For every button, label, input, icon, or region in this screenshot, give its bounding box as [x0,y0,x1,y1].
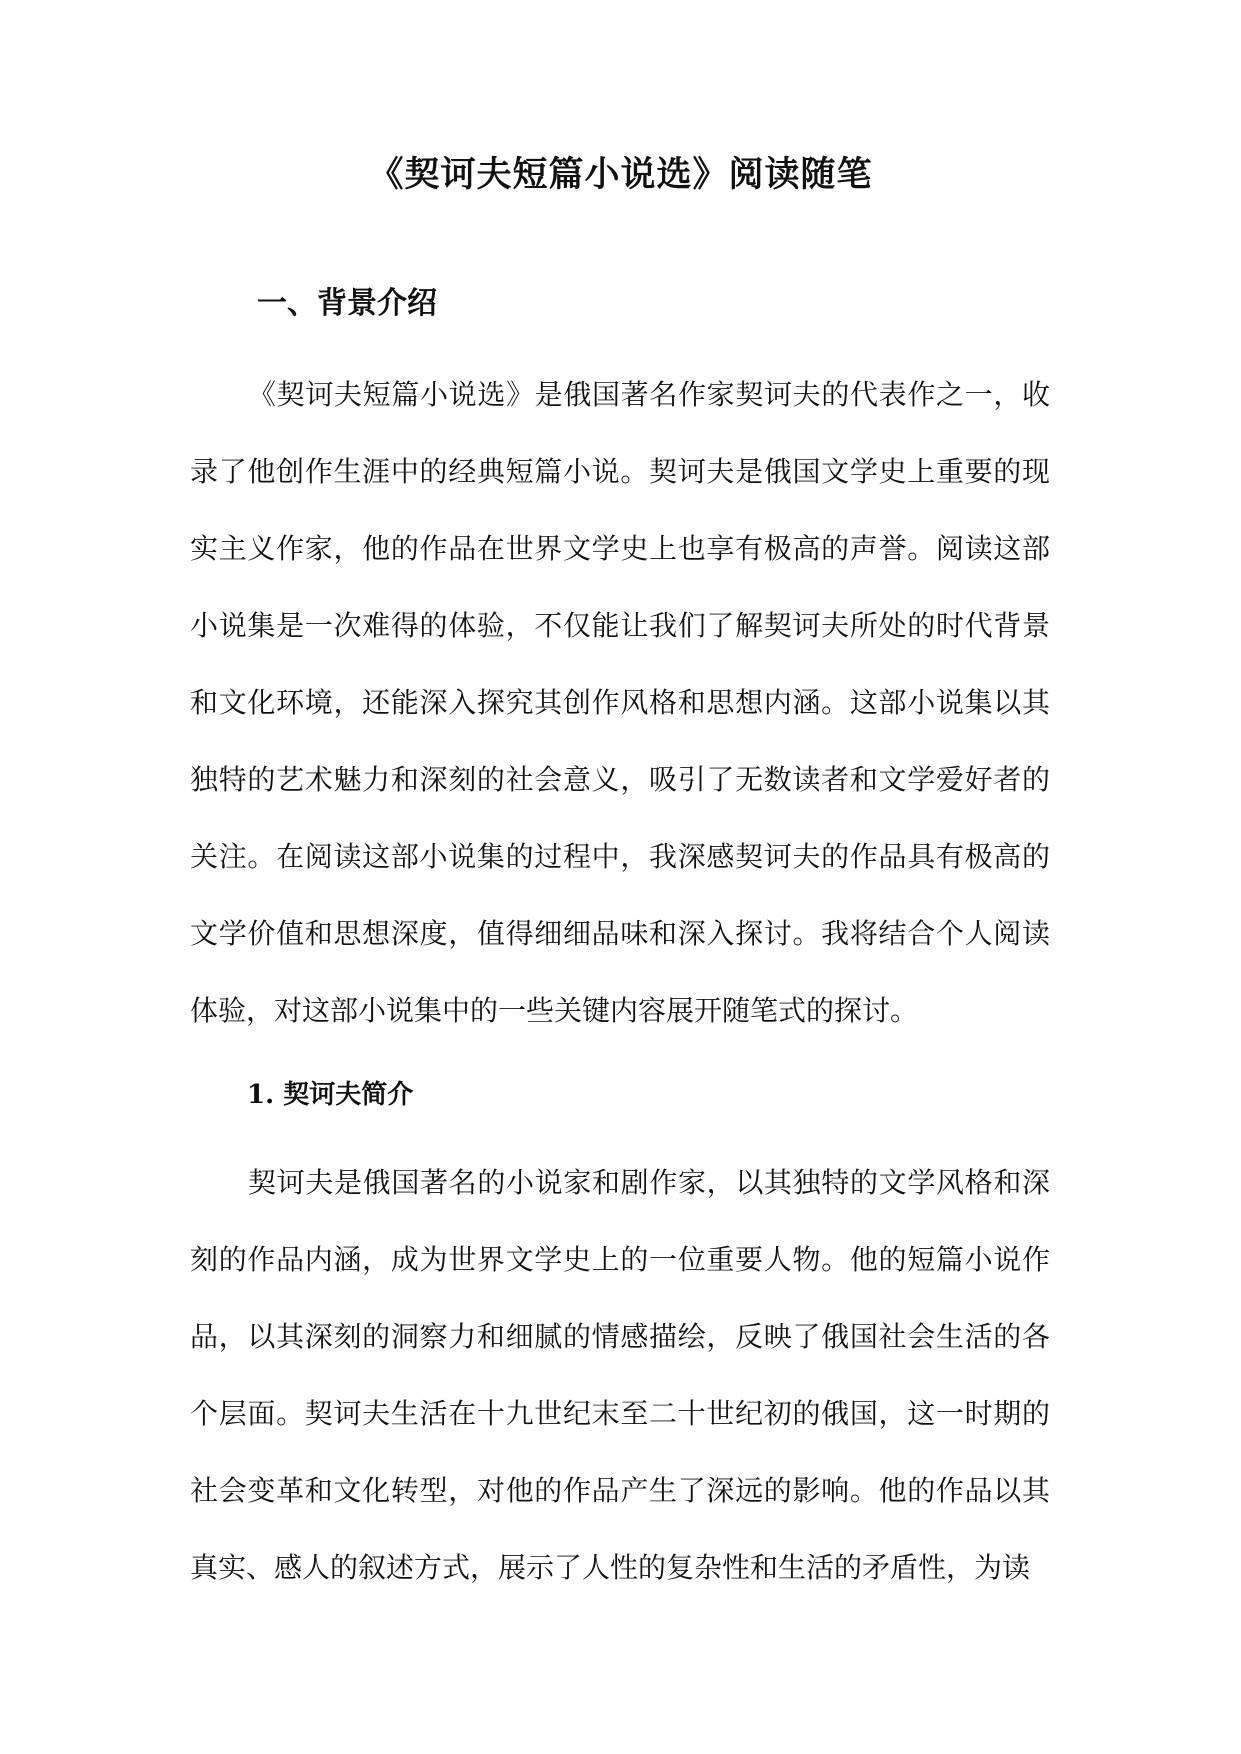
section-heading-background: 一、背景介绍 [257,286,437,321]
paragraph-chekhov-intro: 契诃夫是俄国著名的小说家和剧作家，以其独特的文学风格和深刻的作品内涵，成为世界文学史上的一位重要人物。他的短篇小说作品，以其深刻的洞察力和细腻的情感描绘，反映了俄国社会生活的各个层面。契诃夫生活在十九世纪末至二十世纪初的俄国，这一时期的社会变革和文化转型，对他的作品产生了深远的影响。他的作品以其真实、感人的叙述方式，展示了人性的复杂性和生活的矛盾性，为读 [190,1166,1050,1584]
subsection-heading-chekhov-intro: 1. 契诃夫简介 [247,1080,414,1110]
paragraph-background: 《契诃夫短篇小说选》是俄国著名作家契诃夫的代表作之一，收录了他创作生涯中的经典短篇小说。契诃夫是俄国文学史上重要的现实主义作家，他的作品在世界文学史上也享有极高的声誉。阅读这部小说集是一次难得的体验，不仅能让我们了解契诃夫所处的时代背景和文化环境，还能深入探究其创作风格和思想内涵。这部小说集以其独特的艺术魅力和深刻的社会意义，吸引了无数读者和文学爱好者的关注。在阅读这部小说集的过程中，我深感契诃夫的作品具有极高的文学价值和思想深度，值得细细品味和深入探讨。我将结合个人阅读体验，对这部小说集中的一些关键内容展开随笔式的探讨。 [190,378,1050,1027]
document-title: 《契诃夫短篇小说选》阅读随笔 [368,154,873,195]
